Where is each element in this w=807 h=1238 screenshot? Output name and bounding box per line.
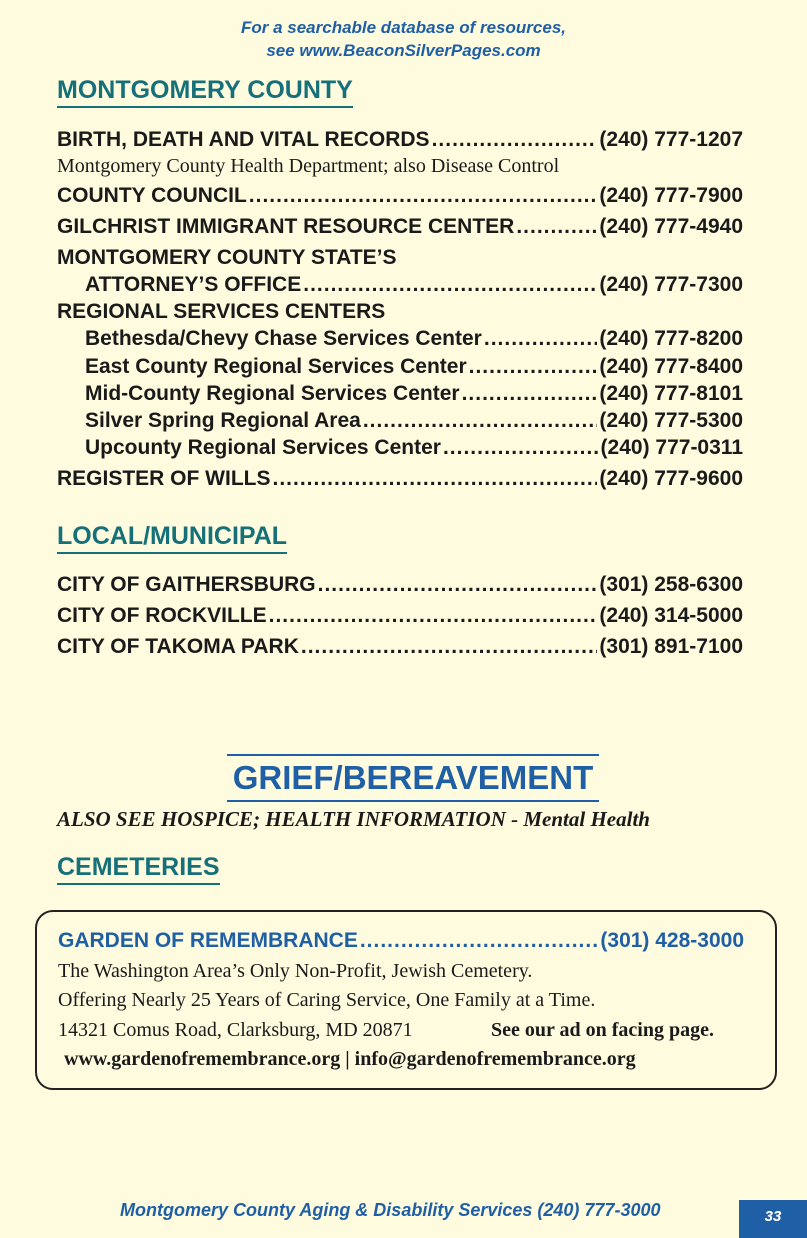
listing-regional — [85, 326, 743, 352]
regional-services-heading — [57, 299, 743, 325]
listing-county-council — [57, 183, 743, 209]
leader-dots — [269, 603, 598, 629]
listing-name: Bethesda/Chevy Chase Services Center — [85, 327, 482, 350]
listing-name: MONTGOMERY COUNTY STATE’S — [57, 246, 397, 269]
cemeteries-heading: CEMETERIES — [57, 853, 220, 885]
footer-text: Montgomery County Aging & Disability Services (240) 777-3000 — [120, 1200, 661, 1220]
listing-phone: (240) 777-9600 — [599, 467, 743, 490]
listing-phone: (240) 777-7900 — [599, 184, 743, 207]
also-see-note: ALSO SEE HOSPICE; HEALTH INFORMATION - Mental Health — [57, 807, 650, 831]
leader-dots — [360, 928, 599, 954]
listing-phone: (240) 777-0311 — [600, 436, 743, 459]
leader-dots — [443, 435, 599, 461]
listing-phone: (301) 891-7100 — [599, 635, 743, 658]
leader-dots — [363, 408, 598, 434]
ad-phone: (301) 428-3000 — [600, 929, 744, 952]
grief-bereavement-heading: GRIEF/BEREAVEMENT — [227, 754, 599, 802]
ad-web-contact[interactable]: www.gardenofremembrance.org | info@gardenofremembrance.org — [64, 1048, 636, 1070]
listing-phone: (240) 777-5300 — [599, 409, 743, 432]
listing-name: Mid-County Regional Services Center — [85, 382, 460, 405]
listing-regional — [85, 408, 743, 434]
listing-name: Upcounty Regional Services Center — [85, 436, 441, 459]
listing-name: BIRTH, DEATH AND VITAL RECORDS — [57, 128, 430, 151]
ad-address: 14321 Comus Road, Clarksburg, MD 20871 — [58, 1019, 413, 1041]
listing-phone: (240) 777-4940 — [599, 215, 743, 238]
states-attorney-line1 — [57, 245, 743, 271]
listing-phone: (240) 777-8101 — [599, 382, 743, 405]
listing-phone: (240) 777-7300 — [599, 273, 743, 296]
listing-phone: (240) 314-5000 — [599, 604, 743, 627]
listing-phone: (240) 777-8400 — [599, 355, 743, 378]
listing-states-attorney — [85, 272, 743, 298]
listing-register-wills — [57, 466, 743, 492]
listing-name: CITY OF TAKOMA PARK — [57, 635, 299, 658]
leader-dots — [469, 354, 598, 380]
listing-birth-death — [57, 127, 743, 153]
leader-dots — [273, 466, 598, 492]
leader-dots — [249, 183, 598, 209]
ad-line1: The Washington Area’s Only Non-Profit, Jewish Cemetery. — [58, 960, 533, 982]
ad-facing-page-note: See our ad on facing page. — [491, 1019, 714, 1041]
listing-name: Silver Spring Regional Area — [85, 409, 361, 432]
listing-local — [57, 603, 743, 629]
listing-local — [57, 572, 743, 598]
listing-name: GILCHRIST IMMIGRANT RESOURCE CENTER — [57, 215, 515, 238]
leader-dots — [303, 272, 597, 298]
resources-note — [0, 16, 807, 62]
listing-name: COUNTY COUNCIL — [57, 184, 247, 207]
listing-gilchrist — [57, 214, 743, 240]
leader-dots — [318, 572, 598, 598]
montgomery-county-heading: MONTGOMERY COUNTY — [57, 76, 353, 108]
listing-phone: (240) 777-1207 — [599, 128, 743, 151]
listing-name: CITY OF GAITHERSBURG — [57, 573, 316, 596]
listing-name: REGIONAL SERVICES CENTERS — [57, 300, 386, 323]
local-municipal-heading: LOCAL/MUNICIPAL — [57, 522, 287, 554]
listing-regional — [85, 354, 743, 380]
birth-death-note: Montgomery County Health Department; also Disease Control — [57, 155, 560, 177]
listing-name: East County Regional Services Center — [85, 355, 467, 378]
page-number: 33 — [739, 1200, 807, 1238]
leader-dots — [462, 381, 598, 407]
resources-note-line2[interactable]: see www.BeaconSilverPages.com — [266, 41, 541, 60]
ad-name: GARDEN OF REMEMBRANCE — [58, 929, 358, 952]
leader-dots — [516, 214, 597, 240]
listing-regional — [85, 435, 743, 461]
listing-regional — [85, 381, 743, 407]
listing-name: REGISTER OF WILLS — [57, 467, 271, 490]
leader-dots — [484, 326, 598, 352]
listing-name: ATTORNEY’S OFFICE — [85, 273, 302, 296]
ad-line2: Offering Nearly 25 Years of Caring Service, One Family at a Time. — [58, 989, 596, 1011]
ad-listing — [58, 928, 744, 954]
listing-local — [57, 634, 743, 660]
resources-note-line1: For a searchable database of resources, — [240, 18, 567, 37]
listing-phone: (240) 777-8200 — [599, 327, 743, 350]
leader-dots — [301, 634, 598, 660]
listing-name: CITY OF ROCKVILLE — [57, 604, 267, 627]
leader-dots — [432, 127, 598, 153]
listing-phone: (301) 258-6300 — [599, 573, 743, 596]
